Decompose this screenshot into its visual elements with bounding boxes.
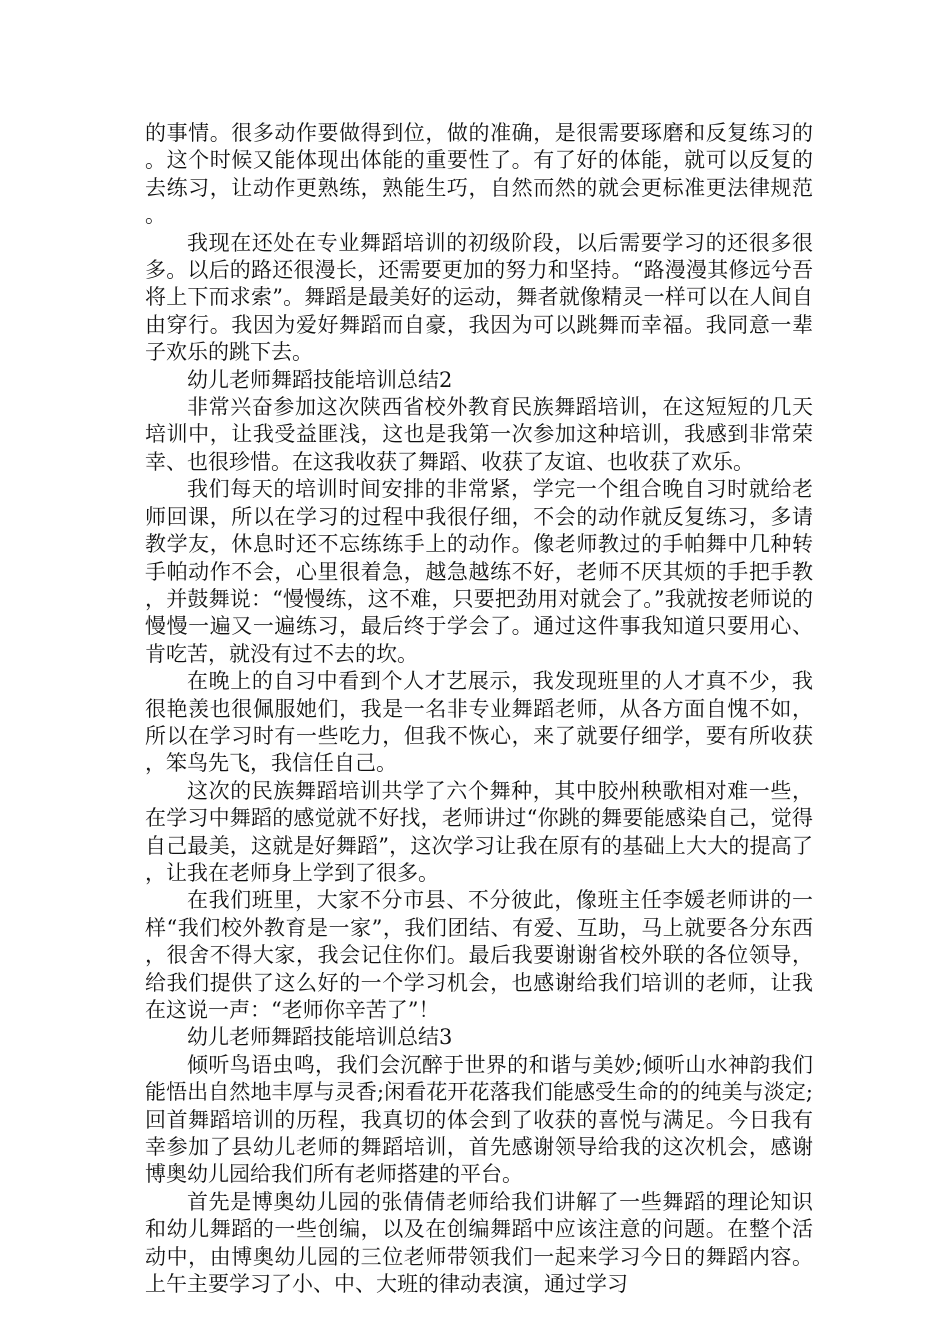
paragraph-listening: 倾听鸟语虫鸣，我们会沉醉于世界的和谐与美妙;倾听山水神韵我们能悟出自然地丰厚与灵香;闲看花开花落我们能感受生命的的纯美与淡定;回首舞蹈培训的历程，我真切的体会到了收获的喜悦与满足。今日我有幸参加了县幼儿老师的舞蹈培训，首先感谢领导给我的这次机会，感谢博奥幼儿园给我们所有老师搭建的平台。 (145, 1052, 813, 1187)
paragraph-first-lesson: 首先是博奥幼儿园的张倩倩老师给我们讲解了一些舞蹈的理论知识和幼儿舞蹈的一些创编，以及在创编舞蹈中应该注意的问题。在整个活动中，由博奥幼儿园的三位老师带领我们一起来学习今日的舞蹈内容。上午主要学习了小、中、大班的律动表演，通过学习 (145, 1189, 813, 1297)
paragraph-class-thanks: 在我们班里，大家不分市县、不分彼此，像班主任李媛老师讲的一样“我们校外教育是一家”，我们团结、有爱、互助，马上就要各分东西，很舍不得大家，我会记住你们。最后我要谢谢省校外联的各位领导，给我们提供了这么好的一个学习机会，也感谢给我们培训的老师，让我在这说一声：“老师你辛苦了”！ (145, 888, 813, 1022)
paragraph-current-stage: 我现在还处在专业舞蹈培训的初级阶段，以后需要学习的还很多很多。以后的路还很漫长，还需要更加的努力和坚持。“路漫漫其修远兮吾将上下而求索”。舞蹈是最美好的运动，舞者就像精灵一样可以在人间自由穿行。我因为爱好舞蹈而自豪，我因为可以跳舞而幸福。我同意一辈子欢乐的跳下去。 (145, 230, 813, 365)
paragraph-evening-study: 在晚上的自习中看到个人才艺展示，我发现班里的人才真不少，我很艳羡也很佩服她们，我是一名非专业舞蹈老师，从各方面自愧不如，所以在学习时有一些吃力，但我不恢心，来了就要仔细学，要有所收获，笨鸟先飞，我信任自己。 (145, 669, 813, 776)
document-page (145, 120, 813, 1298)
paragraph-daily-schedule: 我们每天的培训时间安排的非常紧，学完一个组合晚自习时就给老师回课，所以在学习的过程中我很仔细，不会的动作就反复练习，多请教学友，休息时还不忘练练手上的动作。像老师教过的手帕舞中几种转手帕动作不会，心里很着急，越急越练不好，老师不厌其烦的手把手教，并鼓舞说：“慢慢练，这不难，只要把劲用对就会了。”我就按老师说的慢慢一遍又一遍练习，最后终于学会了。通过这件事我知道只要用心、肯吃苦，就没有过不去的坎。 (145, 477, 813, 666)
section-heading-3: 幼儿老师舞蹈技能培训总结3 (187, 1025, 453, 1050)
paragraph-folk-dance: 这次的民族舞蹈培训共学了六个舞种，其中胶州秧歌相对难一些，在学习中舞蹈的感觉就不好找，老师讲过“你跳的舞要能感染自己，觉得自己最美，这就是好舞蹈”，这次学习让我在原有的基础上大大的提高了，让我在老师身上学到了很多。 (145, 778, 813, 885)
paragraph-training-intro: 非常兴奋参加这次陕西省校外教育民族舞蹈培训，在这短短的几天培训中，让我受益匪浅，这也是我第一次参加这种培训，我感到非常荣幸、也很珍惜。在这我收获了舞蹈、收获了友谊、也收获了欢乐。 (145, 395, 813, 474)
section-heading-2: 幼儿老师舞蹈技能培训总结2 (187, 367, 453, 392)
paragraph-continuation: 的事情。很多动作要做得到位，做的准确，是很需要琢磨和反复练习的。这个时候又能体现出体能的重要性了。有了好的体能，就可以反复的去练习，让动作更熟练，熟能生巧，自然而然的就会更标准更法律规范。 (145, 121, 813, 228)
